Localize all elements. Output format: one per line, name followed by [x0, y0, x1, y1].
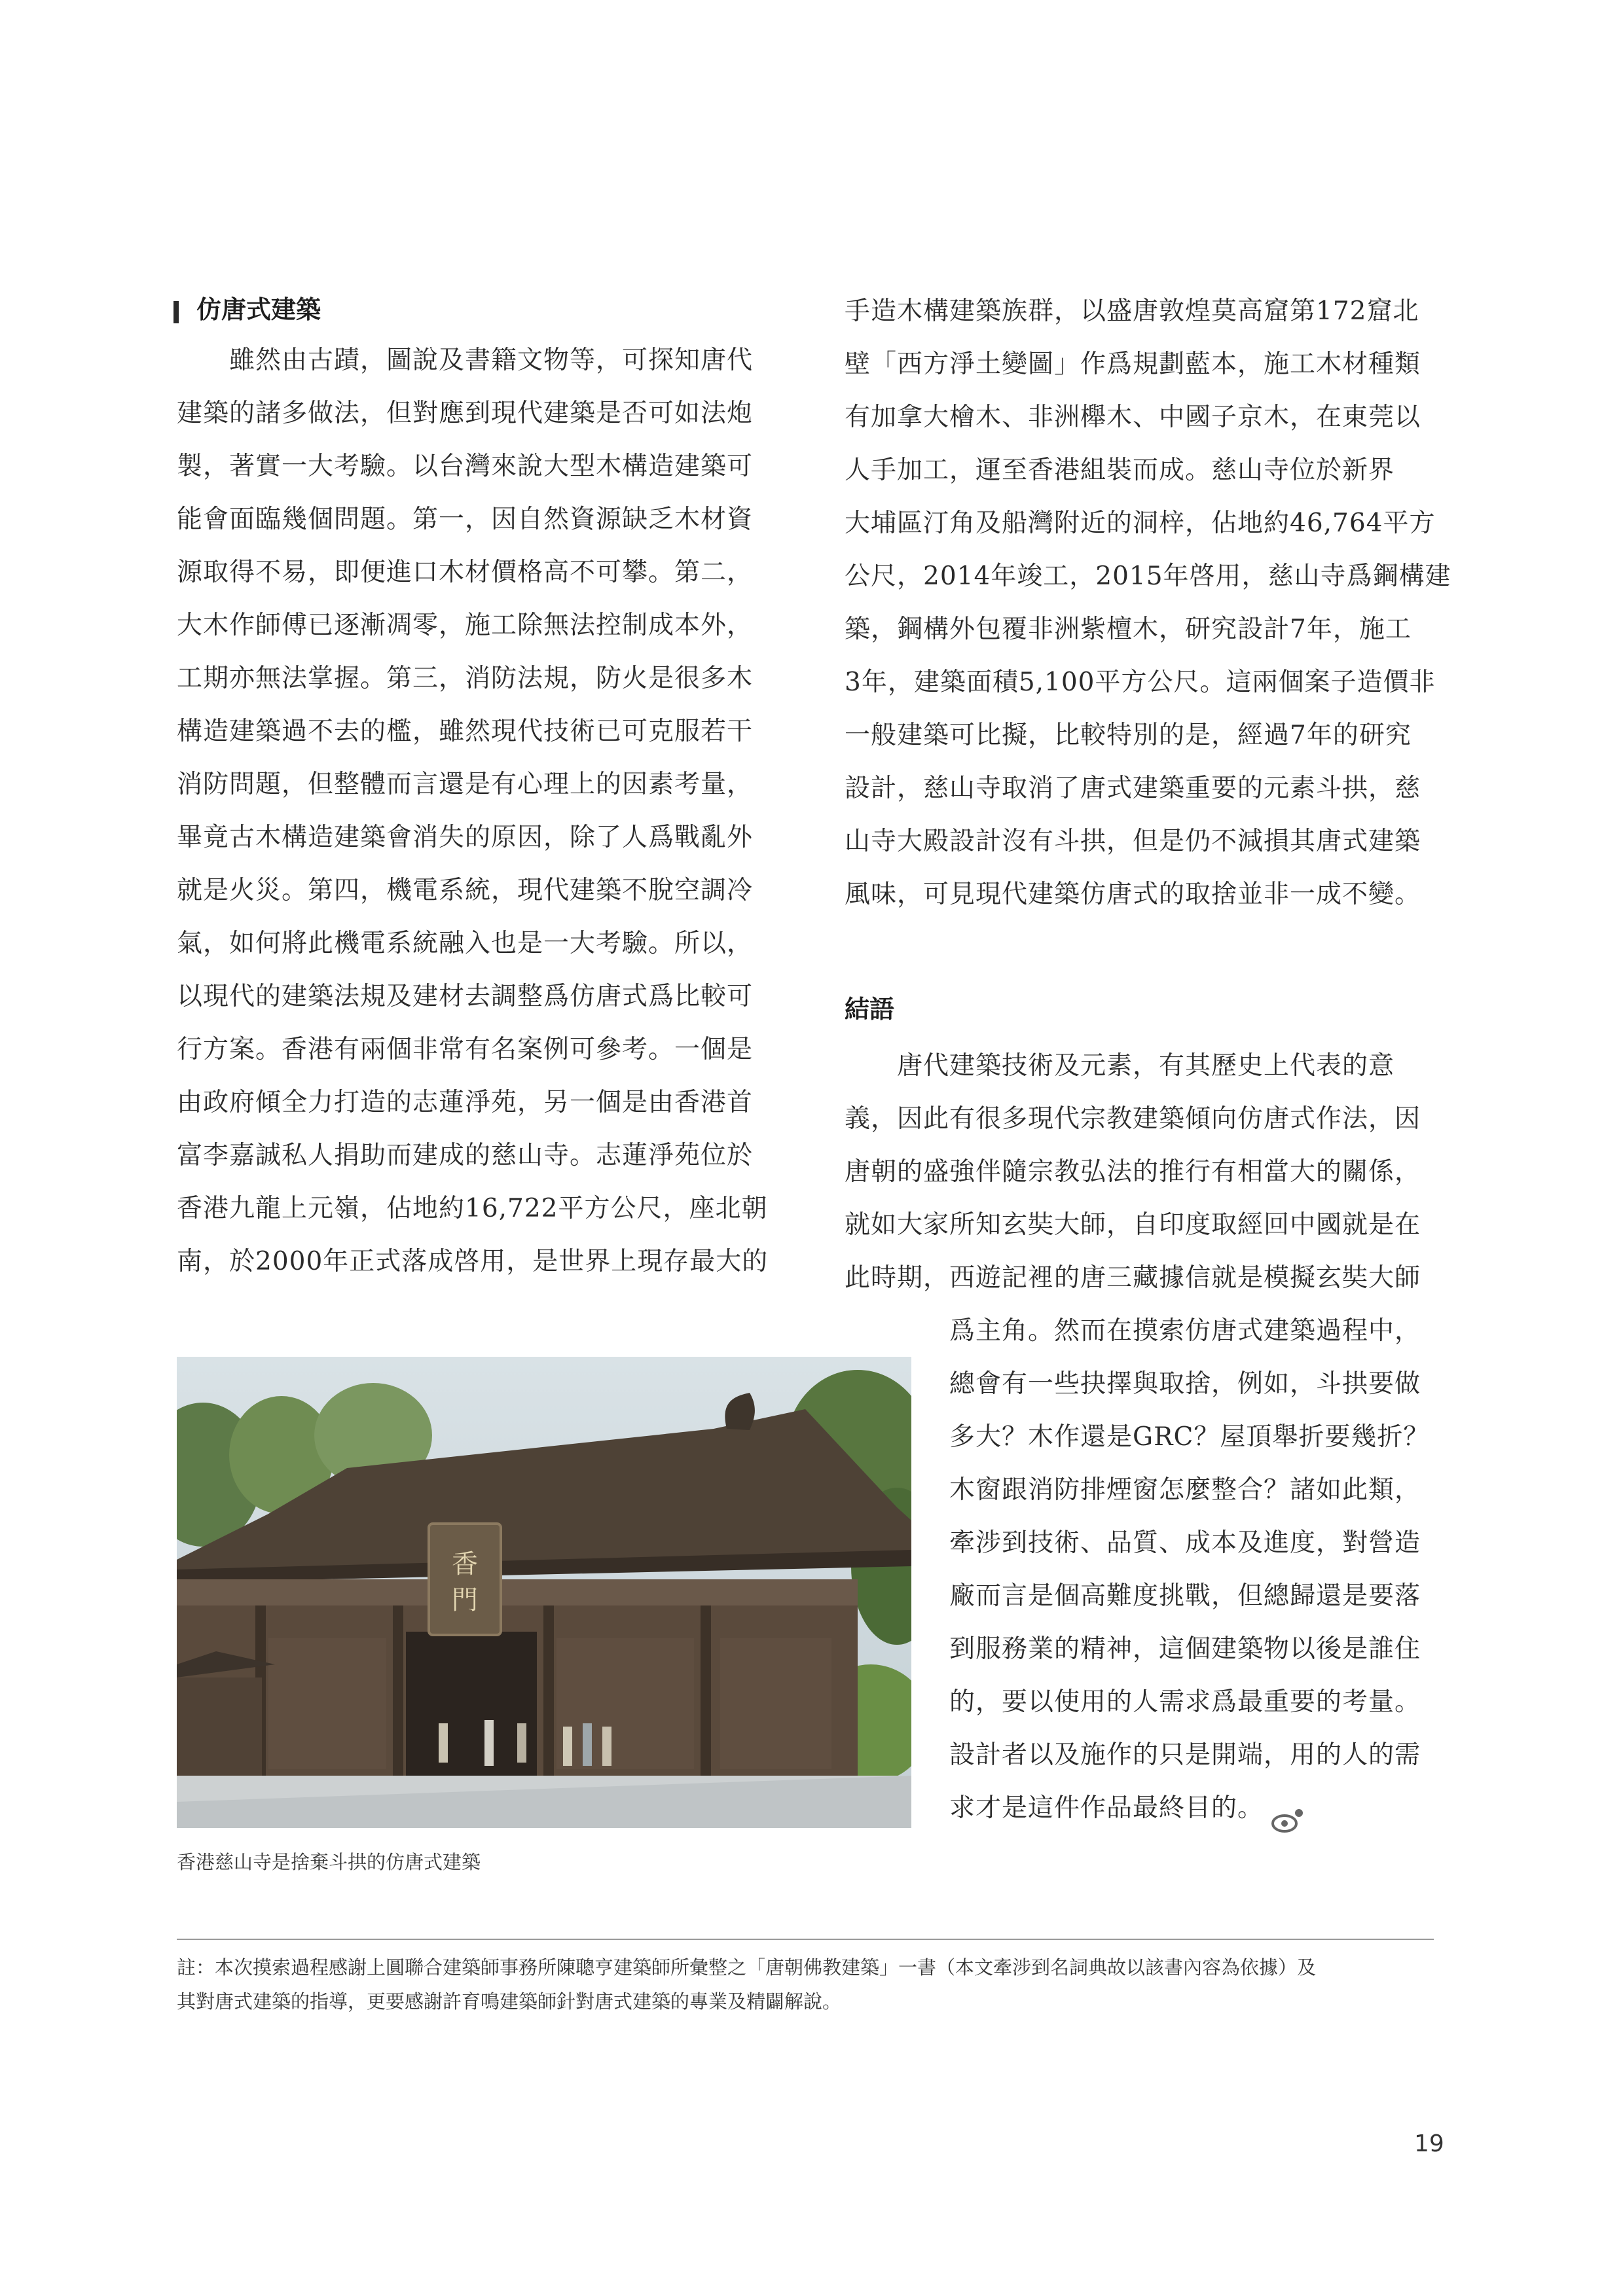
svg-text:門: 門: [452, 1585, 478, 1615]
left-column-line: 畢竟古木構造建築會消失的原因，除了人爲戰亂外: [177, 823, 754, 852]
conclusion-line: 唐代建築技術及元素，有其歷史上代表的意: [845, 1051, 1395, 1081]
right-column-line: 築，鋼構外包覆非洲紫檀木，研究設計7年，施工: [845, 615, 1412, 644]
conclusion-narrow-line: 設計者以及施作的只是開端，用的人的需: [949, 1740, 1421, 1770]
conclusion-narrow-line: 爲主角。然而在摸索仿唐式建築過程中，: [949, 1316, 1421, 1346]
left-column-line: 氣，如何將此機電系統融入也是一大考驗。所以，: [177, 929, 754, 958]
end-mark-icon: [1270, 1806, 1305, 1835]
right-column-line: 人手加工，運至香港組裝而成。慈山寺位於新界: [845, 456, 1395, 485]
conclusion-narrow-line: 到服務業的精神，這個建築物以後是誰住: [949, 1634, 1421, 1664]
conclusion-text: [845, 1039, 1437, 1304]
page-number: 19: [1414, 2130, 1444, 2157]
conclusion-narrow-line: 木窗跟消防排煙窗怎麼整合？諸如此類，: [949, 1475, 1421, 1505]
right-column-line: 山寺大殿設計沒有斗拱，但是仍不減損其唐式建築: [845, 827, 1421, 856]
left-column-line: 行方案。香港有兩個非常有名案例可參考。一個是: [177, 1035, 754, 1064]
right-column-line: 風味，可見現代建築仿唐式的取捨並非一成不變。: [845, 880, 1421, 909]
section-marker: [173, 301, 179, 323]
footnote-divider: [177, 1939, 1434, 1940]
photo-caption: 香港慈山寺是捨棄斗拱的仿唐式建築: [177, 1851, 481, 1873]
left-column-line: 工期亦無法掌握。第三，消防法規，防火是很多木: [177, 664, 754, 693]
conclusion-narrow-line: 總會有一些抉擇與取捨，例如，斗拱要做: [949, 1369, 1421, 1399]
conclusion-line: 唐朝的盛強伴隨宗教弘法的推行有相當大的關係，: [845, 1157, 1421, 1187]
left-column-line: 建築的諸多做法，但對應到現代建築是否可如法炮: [177, 399, 754, 428]
left-column-line: 由政府傾全力打造的志蓮淨苑，另一個是由香港首: [177, 1088, 754, 1117]
conclusion-text-narrow: [949, 1304, 1437, 1835]
conclusion-narrow-line: 廠而言是個高難度挑戰，但總歸還是要落: [949, 1581, 1421, 1611]
footnote-line-2: 其對唐式建築的指導，更要感謝許育鳴建築師針對唐式建築的專業及精闢解說。: [177, 1990, 842, 2013]
left-column-line: 構造建築過不去的檻，雖然現代技術已可克服若干: [177, 717, 754, 746]
conclusion-narrow-line: 求才是這件作品最終目的。: [949, 1793, 1264, 1823]
left-column-line: 製，著實一大考驗。以台灣來說大型木構造建築可: [177, 452, 754, 481]
left-column-line: 大木作師傅已逐漸凋零，施工除無法控制成本外，: [177, 611, 754, 640]
left-column-line: 香港九龍上元嶺，佔地約16,722平方公尺，座北朝: [177, 1194, 768, 1223]
left-column-line: 富李嘉誠私人捐助而建成的慈山寺。志蓮淨苑位於: [177, 1141, 754, 1170]
conclusion-line: 義，因此有很多現代宗教建築傾向仿唐式作法，因: [845, 1104, 1421, 1134]
temple-signboard-text: 香: [452, 1549, 478, 1579]
left-column-line: 雖然由古蹟，圖說及書籍文物等，可探知唐代: [177, 346, 754, 375]
conclusion-narrow-line: 多大？木作還是GRC？屋頂舉折要幾折？: [949, 1422, 1430, 1452]
left-column-line: 源取得不易，即便進口木材價格高不可攀。第二，: [177, 558, 754, 587]
left-column-line: 就是火災。第四，機電系統，現代建築不脫空調冷: [177, 876, 754, 905]
right-column-line: 壁「西方淨土變圖」作爲規劃藍本，施工木材種類: [845, 350, 1421, 379]
section-heading-conclusion: 結語: [845, 995, 895, 1024]
right-column-line: 有加拿大檜木、非洲櫸木、中國子京木，在東莞以: [845, 403, 1421, 432]
footnote-line-1: 註：本次摸索過程感謝上圓聯合建築師事務所陳聰亨建築師所彙整之「唐朝佛教建築」一書（本文牽涉到名詞典故以該書內容為依據）及: [177, 1956, 1317, 1979]
left-column-line: 消防問題，但整體而言還是有心理上的因素考量，: [177, 770, 754, 799]
left-column-line: 能會面臨幾個問題。第一，因自然資源缺乏木材資: [177, 505, 754, 534]
temple-illustration: [177, 1357, 911, 1828]
temple-photo: [177, 1357, 911, 1828]
right-column-line: 手造木構建築族群，以盛唐敦煌莫高窟第172窟北: [845, 296, 1419, 326]
conclusion-narrow-line: 的，要以使用的人需求爲最重要的考量。: [949, 1687, 1421, 1717]
left-column-text: [177, 334, 769, 1288]
right-column-text: [845, 285, 1451, 921]
right-column-line: 一般建築可比擬，比較特別的是，經過7年的研究: [845, 721, 1412, 750]
conclusion-line: 就如大家所知玄奘大師，自印度取經回中國就是在: [845, 1210, 1421, 1240]
right-column-line: 3年，建築面積5,100平方公尺。這兩個案子造價非: [845, 668, 1436, 697]
conclusion-narrow-line: 牽涉到技術、品質、成本及進度，對營造: [949, 1528, 1421, 1558]
left-column-line: 以現代的建築法規及建材去調整爲仿唐式爲比較可: [177, 982, 754, 1011]
left-column-line: 南，於2000年正式落成啓用，是世界上現存最大的: [177, 1247, 769, 1276]
right-column-line: 公尺，2014年竣工，2015年啓用，慈山寺爲鋼構建: [845, 562, 1451, 591]
section-heading-imitation-tang: 仿唐式建築: [196, 295, 321, 324]
right-column-line: 大埔區汀角及船灣附近的洞梓，佔地約46,764平方: [845, 509, 1436, 538]
conclusion-line: 此時期，西遊記裡的唐三藏據信就是模擬玄奘大師: [845, 1263, 1421, 1293]
right-column-line: 設計，慈山寺取消了唐式建築重要的元素斗拱，慈: [845, 774, 1421, 803]
